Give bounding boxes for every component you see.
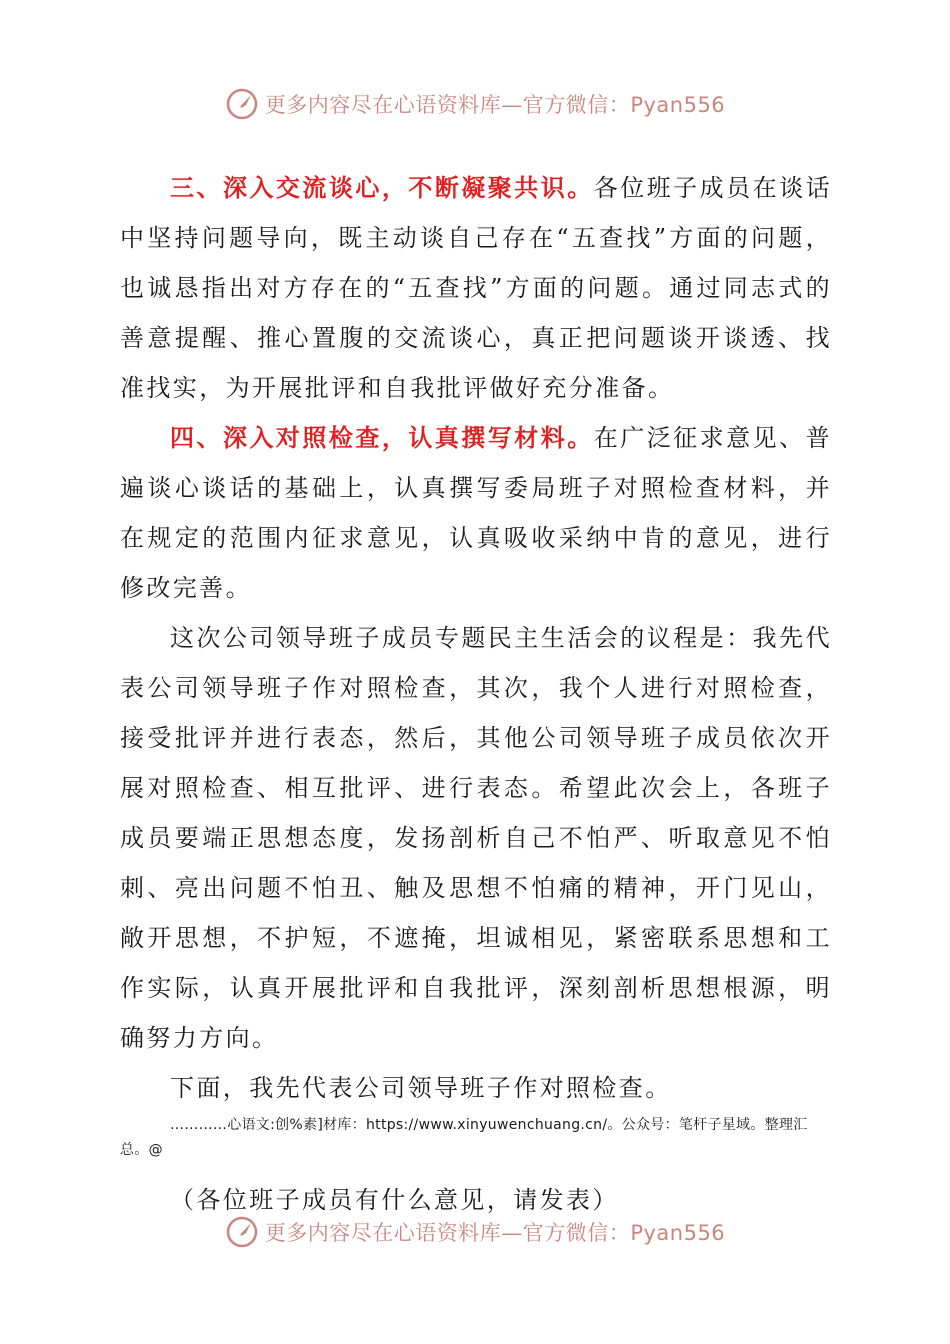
closing-line: （各位班子成员有什么意见，请发表） [170,1186,619,1214]
section-heading-3: 三、深入交流谈心，不断凝聚共识。 [170,173,594,202]
quill-logo-icon [225,1215,259,1249]
paragraph-3 [120,163,832,413]
section-heading-4: 四、深入对照检查，认真撰写材料。 [170,423,594,452]
watermark-text: 更多内容尽在心语资料库—官方微信： [264,1221,631,1245]
paragraph-agenda [120,613,832,1063]
paragraph-4 [120,413,832,613]
document-body [120,163,832,1225]
watermark-text: 更多内容尽在心语资料库—官方微信： [264,93,631,117]
paragraph-text: 这次公司领导班子成员专题民主生活会的议程是：我先代表公司领导班子作对照检查，其次，我个人进行对照检查，接受批评并进行表态，然后，其他公司领导班子成员依次开展对照检查、相互批评、进行表态。希望此次会上，各班子成员要端正思想态度，发扬剖析自己不怕严、听取意见不怕刺、亮出问题不怕丑、触及思想不怕痛的精神，开门见山，敞开思想，不护短，不遮掩，坦诚相见，紧密联系思想和工作实际，认真开展批评和自我批评，深刻剖析思想根源，明确努力方向。 [120,624,832,1052]
quill-logo-icon [225,87,259,121]
watermark-wechat-id: Pyan556 [630,93,726,117]
footer-watermark [0,1212,950,1252]
paragraph-intro [120,1063,832,1113]
paragraph-text: 下面，我先代表公司领导班子作对照检查。 [170,1074,672,1102]
watermark-wechat-id: Pyan556 [630,1221,726,1245]
paragraph-text: 各位班子成员在谈话中坚持问题导向，既主动谈自己存在“五查找”方面的问题，也诚恳指出对方存在的“五查找”方面的问题。通过同志式的善意提醒、推心置腹的交流谈心，真正把问题谈开谈透、找准找实，为开展批评和自我批评做好充分准备。 [120,174,832,402]
paragraph-text: 在广泛征求意见、普遍谈心谈话的基础上，认真撰写委局班子对照检查材料，并在规定的范围内征求意见，认真吸收采纳中肯的意见，进行修改完善。 [120,424,832,602]
source-note: …………心语文:创%素]材库：https://www.xinyuwenchuang.cn/。公众号：笔杆子星域。整理汇总。@ [120,1117,808,1158]
header-watermark [0,84,950,124]
